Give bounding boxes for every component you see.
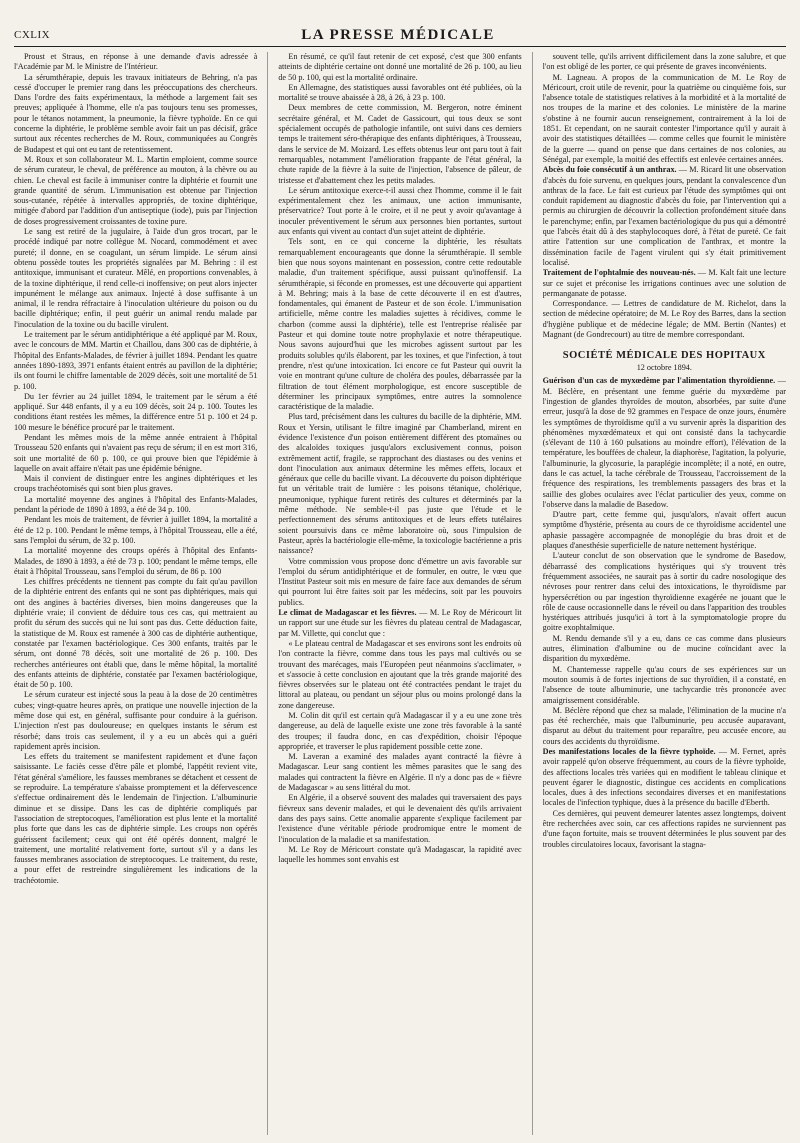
paragraph: Pendant les mêmes mois de la même année entraient à l'hôpital Trousseau 520 enfants qui n'avaient pas reçu de sérum; il en est mort 316, soit une mortalité de 60 p. 100, ce qui prouve bien que l'épidémie à laquelle on avait affaire n'était pas une épidémie bénigne. [14, 432, 258, 473]
paragraph: Le sang est retiré de la jugulaire, à l'aide d'un gros trocart, par le procédé indiqué par notre collègue M. Nocard, commodément et avec pureté; il donne, en se coagulant, un sérum limpide. Le sérum ainsi obtenu possède toutes les propriétés signalées par M. Behring : il est antitoxique, immunisant et curateur. Mêlé, en proportions convenables, à de la toxine diphtérique, il rend celle-ci inoffensive; on peut alors injecter impunément le mélange aux animaux. Injecté à dose suffisante à un animal, il le rendra réfractaire à l'inoculation ultérieure du poison ou du bacille diphtérique; enfin, il peut guérir un animal rendu malade par l'inoculation de la toxine ou du bacille virulent. [14, 227, 258, 329]
paragraph: M. Roux et son collaborateur M. L. Martin emploient, comme source de sérum curateur, le cheval, de préférence au mouton, à la chèvre ou au chien. Le cheval est facile à immuniser contre la diphtérie et fournit une grande quantité de sérum. L'immunisation est obtenue par l'injection sous-cutanée, répétée à intervalles appropriés, de toxine diphtérique, mitigée d'abord par l'addition d'un antiseptique (iode), puis par l'injection de doses progressivement croissantes de toxine pure. [14, 154, 258, 226]
page-number: CXLIX [14, 29, 51, 41]
paragraph: M. Laveran a examiné des malades ayant contracté la fièvre à Madagascar. Leur sang contient les mêmes parasites que le sang des malades qui contractent la fièvre en Algérie. Il n'y a donc pas de « fièvre de Madagascar » au sens littéral du mot. [278, 752, 522, 793]
paragraph: D'autre part, cette femme qui, jusqu'alors, n'avait offert aucun symptôme d'hystérie, présenta au cours de ce thyroïdisme accidentel une aphasie passagère accompagnée de monoplégie du bras droit et de plaques d'anesthésie superficielle de nature nettement hystérique. [542, 510, 786, 551]
paragraph: M. Colin dit qu'il est certain qu'à Madagascar il y a eu une zone très dangereuse, au delà de laquelle existe une zone très favorable à la santé des troupes; il faudra donc, en cas d'expédition, choisir l'époque appropriée, et traverser le plus rapidement possible cette zone. [278, 711, 522, 751]
section-text: — M. Ricard lit une observation d'abcès du foie survenu, en quelques jours, pendant la convalescence d'un anthrax de la face. Le fait est curieux par l'étude des symptômes qui ont conduit rapidement au diagnostic d'abcès du foie, par l'intervention qui a permis au chirurgien de découvrir la collection profondément située dans le parenchyme; enfin, par l'examen bactériologique du pus qui a démontré que l'abcès était dû à des staphylocoques doré, à l'état de pureté. Ce fait attire l'attention sur une complication de l'anthrax, et montre la dissémination facile de l'agent virulent qui s'y était primitivement localisé. [542, 165, 786, 267]
section-heading: Abcès du foie consécutif à un anthrax. [542, 165, 677, 175]
society-date: 12 octobre 1894. [636, 363, 692, 373]
paragraph: En Algérie, il a observé souvent des malades qui traversaient des pays fiévreux sans devenir malades, et qui le devenaient dès qu'ils arrivaient dans des pays sains. Cette anomalie apparente s'explique facilement par l'existence d'une véritable période prodromique entre le moment de l'inoculation de la maladie et sa manifestation. [278, 793, 522, 844]
section-text: — M. Béclère, en présentant une femme guérie du myxœdème par l'ingestion de glandes thyroïdes de mouton, absorbées, par suite d'une erreur, jusqu'à la dose de 92 grammes en l'espace de onze jours, énumère les symptômes de thyroïdisme qu'il a vu survenir après la disparition des phénomènes myxœdémateux et qui ont consisté dans la tachycardie (s'élevant de 110 à 160 pulsations au moindre effort), l'élévation de la température, les bouffées de chaleur, la diaphorèse, l'agitation, la polyurie, l'albuminurie, la glycosurie, la paraplégie incomplète; il a noté, en outre, dans le cas actuel, la tache cérébrale de Trousseau, l'accroissement de la fréquence des respirations, les tremblements passagers des bras et la saillie des globes oculaires avec l'éclat particulier des yeux, comme on l'observe dans la maladie de Basedow. [542, 376, 786, 509]
paragraph: La mortalité moyenne des croups opérés à l'hôpital des Enfants-Malades, de 1890 à 1893, a été de 73 p. 100; pendant le même temps, elle était à l'hôpital Trousseau, sans l'emploi du sérum, de 86 p. 100 [14, 546, 258, 576]
paragraph: M. Rendu demande s'il y a eu, dans ce cas comme dans plusieurs autres, élimination d'albumine ou de mucine coïncidant avec la disparition du myxœdème. [542, 633, 786, 664]
paragraph: Plus tard, précisément dans les cultures du bacille de la diphtérie, MM. Roux et Yersin, utilisant le filtre imaginé par Chamberland, mirent en évidence l'existence d'un poison entièrement différent des ptomaïnes ou des alcaloïdes toxiques jusqu'alors exclusivement connus, poison extrêmement actif, fragile, se rapprochant des diastases ou des venins et dont l'inoculation aux animaux détermine les mêmes effets, locaux et généraux que celle du bacille vivant. La découverte du poison diphtérique fut un véritable trait de lumière : les poisons tétanique, cholérique, pneumonique, typhique furent retirés des cultures et déterminés par la même méthode. Ne semble-t-il pas juste que l'étude et le perfectionnement des sérums antitoxiques et de leurs effets tutélaires soient poursuivis dans ce même laboratoire où, sous l'impulsion de Pasteur, après la bactériologie elle-même, la toxicologie bactérienne a pris naissance? [278, 412, 522, 556]
paragraph: souvent telle, qu'ils arrivent difficilement dans la zone salubre, et que l'on est obligé de les porter, ce qui présente de graves inconvénients. [542, 52, 786, 72]
paragraph: M. Lagneau. A propos de la communication de M. Le Roy de Méricourt, croit utile de revenir, pour la quatrième ou cinquième fois, sur l'absence totale de statistiques relatives à la morbidité et à la mortalité de nos troupes de la marine et des colonies. Le ministère de la marine s'obstine à ne fournir aucun renseignement, contrairement à la loi de 1851. Et cependant, on ne saurait contester l'importance qu'il y aurait à avoir des statistiques détaillées — comme celles que fournit le ministère de la guerre — quand on pense que dans certaines de nos colonies, au Sénégal, par exemple, la moitié des effectifs est enlevée certaines années. [542, 72, 786, 164]
section-paragraph [543, 268, 786, 299]
correspondance-paragraph: Correspondance. — Lettres de candidature de M. Richelot, dans la section de médecine opératoire; de M. Le Roy des Barres, dans la section d'hygiène publique et de médecine légale; de MM. Bertin (Nantes) et Magnant (de Gondrecourt) au titre de membre correspondant. [542, 299, 786, 340]
paragraph: Tels sont, en ce qui concerne la diphtérie, les résultats remarquablement encourageants que donne la sérumthérapie. Il semble bien que nous soyons maintenant en possession, contre cette redoutable maladie, d'un traitement spécifique, aussi puissant qu'inoffensif. La sérumthérapie, si féconde en promesses, est une découverte qui appartient à M. Behring; mais à la base de cette découverte il en est d'autres, fondamentales, qui émanent de Pasteur et de son école. L'immunisation artificielle, même contre les maladies sujettes à récidives, comme le charbon (comme aussi la diphtérie), telle est l'entreprise réalisée par Pasteur et qui domine toute notre prophylaxie et notre thérapeutique. Nous savons aujourd'hui que les microbes agissent surtout par les produits solubles qu'ils élaborent, par les toxines, et que l'infection, à tout prendre, n'est qu'une intoxication. Ici encore ce fut Pasteur qui ouvrit la voie en montrant qu'une culture de choléra des poules, débarrassée par la filtration de tout élément morphologique, est encore susceptible de déterminer les principaux symptômes, entre autres la somnolence caractéristique de la maladie. [278, 237, 522, 412]
paragraph: L'auteur conclut de son observation que le syndrome de Basedow, débarrassé des complications hystériques qui s'y trouvent très fréquemment associées, ne saurait pas à sortir du cadre nosologique des névroses pour rentrer dans celui des intoxications, le thyroïdisme par hypersécrétion ou par ingestion thyroïdienne exagérée ne jouant que le rôle de cause occasionnelle dans le réveil ou dans l'apparition des troubles hystériques attribués jusqu'ici à tort à la symptomatologie propre du goitre exophtalmique. [542, 551, 786, 633]
paragraph: La mortalité moyenne des angines à l'hôpital des Enfants-Malades, pendant la période de 1890 à 1893, a été de 34 p. 100. [14, 494, 258, 515]
paragraph: Les chiffres précédents ne tiennent pas compte du fait qu'au pavillon de la diphtérie entrent des enfants qui ne sont pas diphtériques, mais qui ont des angines à bactéries diverses, bien moins dangereuses que la diphtérie vraie; il convient de déduire tous ces cas, qui mettraient au profit du sérum des succès qui ne lui sont pas dus. Cette déduction faite, la statistique de M. Roux est ramenée à 300 cas de diphtérie authentique, constatée par l'examen bactériologique. Ces 300 enfants, traités par le sérum, ont donné 78 décès, soit une mortalité de 26 p. 100. Des recherches antérieures ont établi que, dans le même hôpital, la mortalité des enfants atteints de diphtérie, constatée par l'examen bactériologique, était de 50 p. 100. [14, 577, 258, 690]
page-header [14, 26, 786, 44]
paragraph: Du 1er février au 24 juillet 1894, le traitement par le sérum a été appliqué. Sur 448 enfants, il y a eu 109 décès, soit 24 p. 100. Toutes les conditions étant restées les mêmes, la différence entre 51 p. 100 et 24 p. 100 mesure le bénéfice procuré par le traitement. [14, 391, 258, 432]
column-1 [14, 52, 257, 1135]
paragraph: En résumé, ce qu'il faut retenir de cet exposé, c'est que 300 enfants atteints de diphtérie certaine ont donné une mortalité de 26 p. 100, au lieu de 50 p. 100, qui est la mortalité ordinaire. [278, 52, 522, 82]
section-heading: Guérison d'un cas de myxœdème par l'alimentation thyroïdienne. [542, 376, 776, 386]
header-rule [14, 46, 786, 47]
column-separator [267, 52, 268, 1135]
section-text: — M. Fernet, après avoir rappelé qu'on observe fréquemment, au cours de la fièvre typhoïde, des affections locales très variées qui en modifient le tableau clinique et peuvent égarer le diagnostic, distingue ces accidents en complications locales, dues à des infections secondaires diverses et en manifestations locales de l'infection typhique, dues à la présence du bacille d'Eberth. [542, 747, 786, 808]
section-paragraph [543, 165, 786, 268]
column-2 [278, 52, 521, 1135]
paragraph: « Le plateau central de Madagascar et ses environs sont les endroits où l'on contracte la fièvre, comme dans tous les pays mal cultivés ou se trouvant des marécages, mais l'Européen peut néanmoins s'acclimater, » et s'associe à cette conclusion en ajoutant que la très grande majorité des fièvres observées sur le plateau ont été contractées pendant le trajet du littoral au plateau, ou pendant un séjour plus ou moins prolongé dans la zone dangereuse. [278, 638, 522, 710]
paragraph: La sérumthérapie, depuis les travaux initiateurs de Behring, n'a pas cessé d'occuper le premier rang dans les préoccupations des chercheurs. Dans l'ordre des faits expérimentaux, la méthode a largement fait ses preuves; appliquée à l'homme, elle n'a pas toujours tenu ses promesses, pour le tétanos notamment, la pneumonie, la fièvre typhoïde. En ce qui concerne la diphtérie, le problème semble avoir fait un pas décisif, grâce surtout aux récentes recherches de M. Roux, communiquées au Congrès de Budapest et qui ont eu tant de retentissement. [14, 72, 258, 154]
paragraph: Le sérum curateur est injecté sous la peau à la dose de 20 centimètres cubes; vingt-quatre heures après, on pratique une nouvelle injection de la même dose qui est, en général, suffisante pour conduire à la guérison. L'injection n'est pas douloureuse; en quelques instants le sérum est résorbé; dans trois cas seulement, il y a eu un abcès qui a guéri rapidement après incision. [14, 690, 258, 751]
paragraph: Votre commission vous propose donc d'émettre un avis favorable sur l'emploi du sérum antidiphtérique et de formuler, en outre, le vœu que l'Institut Pasteur soit mis en mesure de faire face aux demandes de sérum qui pourront lui être faites soit par les médecins, soit par les pouvoirs publics. [278, 556, 522, 607]
section-paragraph [278, 608, 521, 639]
paragraph: Le sérum antitoxique exerce-t-il aussi chez l'homme, comme il le fait expérimentalement chez les animaux, une action immunisante, préservatrice? Tout porte à le croire, et il ne peut y avoir qu'avantage à inoculer préventivement le sérum aux personnes bien portantes, surtout aux enfants qui vivent au contact d'un sujet atteint de diphtérie. [278, 185, 522, 237]
paragraph: Ces dernières, qui peuvent demeurer latentes assez longtemps, doivent être recherchées avec soin, car ces affections rapides ne surviennent pas d'une façon fortuite, mais se trouvent déterminées le plus souvent par des troubles circulatoires locaux, favorisant la stagna- [542, 808, 786, 849]
section-heading: Le climat de Madagascar et les fièvres. [278, 608, 417, 618]
section-text: — M. Kalt fait une lecture sur ce sujet et préconise les irrigations continues avec une solution de permanganate de potasse. [542, 268, 786, 298]
paragraph: Pendant les mois de traitement, de février à juillet 1894, la mortalité a été de 12 p. 100. Pendant le même temps, à l'hôpital Trousseau, elle a été, sans l'emploi du sérum, de 32 p. 100. [14, 515, 258, 545]
paragraph: M. Le Roy de Méricourt constate qu'à Madagascar, la rapidité avec laquelle les hommes sont envahis est [278, 844, 522, 865]
paragraph: M. Chantemesse rappelle qu'au cours de ses expériences sur un mouton soumis à de fortes injections de suc thyroïdien, il a constaté, en l'absence de toute albuminurie, une tachycardie très prononcée avec amaigrissement considérable. [542, 664, 786, 705]
column-3 [543, 52, 786, 1135]
paragraph: Deux membres de cette commission, M. Bergeron, notre éminent secrétaire général, et M. Cadet de Gassicourt, qui tous deux se sont spécialement occupés de pathologie infantile, ont suivi dans ces derniers temps le traitement séro-thérapique des enfants diphtériques, à Trousseau, dans le service de M. Moizard. Les effets obtenus leur ont paru tout à fait remarquables, notamment l'amélioration frappante de l'état général, la chute rapide de la fièvre à la suite de l'injection, l'absence de pâleur, de tristesse et d'abattement chez les petits malades. [278, 103, 522, 185]
column-separator [532, 52, 533, 1135]
section-heading: Des manifestations locales de la fièvre typhoïde. [542, 747, 716, 756]
article-columns [14, 52, 786, 1135]
section-text: — M. Le Roy de Méricourt lit un rapport sur une étude sur les fièvres du plateau central de Madagascar, par M. Villette, qui conclut que : [278, 608, 522, 638]
paragraph: Le traitement par le sérum antidiphtérique a été appliqué par M. Roux, avec le concours de MM. Martin et Chaillou, dans 300 cas de diphtérie, à l'hôpital des Enfants-Malades, de février à juillet 1894. Pendant les quatre années 1890-1893, 3971 enfants étaient entrés au pavillon de la diphtérie; ils ont fourni le chiffre lamentable de 2029 décès, soit une mortalité de 51 p. 100. [14, 330, 258, 391]
paragraph: M. Béclère répond que chez sa malade, l'élimination de la mucine n'a pas été recherchée, mais que l'albuminurie, peu accusée auparavant, disparut au début du traitement pour reparaître, peu accusée encore, au cours des accidents du thyroïdisme. [542, 705, 786, 746]
paragraph: Les effets du traitement se manifestent rapidement et d'une façon saisissante. Le faciès cesse d'être pâle et plombé, l'appétit revient vite, l'état général s'améliore, les fausses membranes se détachent et cessent de se reproduire. La température s'abaisse promptement et la défervescence s'effectue ordinairement dès le lendemain de l'injection. L'albuminurie diminue et se dissipe. Dans les cas de diphtérie compliqués par l'association de streptocoques, l'amélioration est plus lente et la mortalité plus forte que dans les cas de diphtérie simple. Les croups non opérés guérissent facilement; ceux qui ont été opérés donnent, malgré le traitement, une mortalité relativement forte, surtout s'il y a dans les fausses membranes association de streptocoques. Le traitement, du reste, a pour effet de restreindre singulièrement les indications de la trachéotomie. [14, 752, 258, 885]
section-paragraph [543, 376, 786, 510]
section-paragraph [543, 747, 786, 809]
paragraph: Mais il convient de distinguer entre les angines diphtériques et les croups trachéotomisés qui sont bien plus graves. [14, 474, 258, 494]
paragraph: En Allemagne, des statistiques aussi favorables ont été publiées, où la mortalité se trouve abaissée à 28, à 26, à 23 p. 100. [278, 82, 522, 103]
section-heading: Traitement de l'ophtalmie des nouveau-nés. [542, 268, 696, 278]
paragraph: Proust et Straus, en réponse à une demande d'avis adressée à l'Académie par M. le Ministre de l'Intérieur. [14, 52, 258, 72]
journal-title: LA PRESSE MÉDICALE [301, 26, 495, 43]
society-title: SOCIÉTÉ MÉDICALE DES HOPITAUX [562, 350, 766, 362]
